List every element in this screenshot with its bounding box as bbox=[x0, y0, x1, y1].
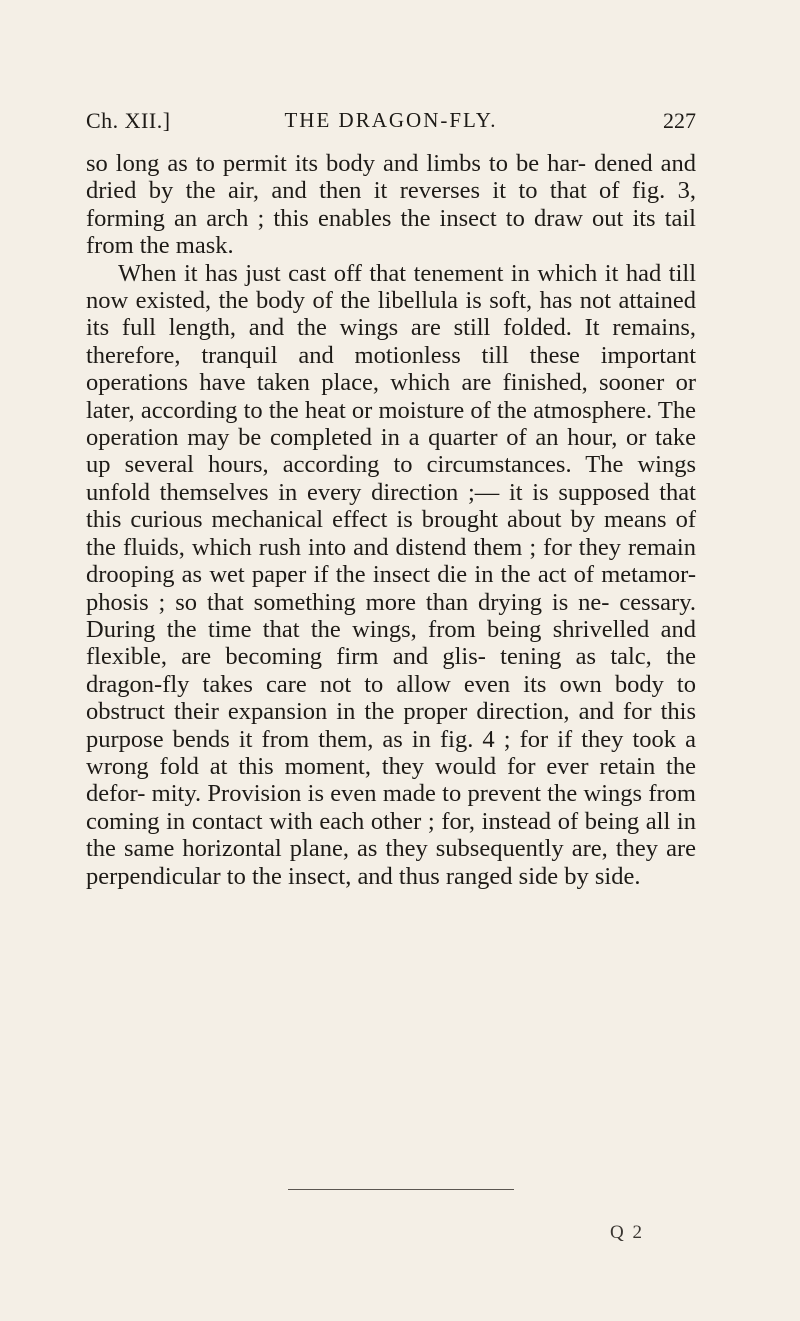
signature-mark: Q 2 bbox=[610, 1222, 644, 1243]
paragraph: so long as to permit its body and limbs to be har- dened and dried by the air, and then it reverses it to that of fig. 3, forming an arch ; this enables the insect to draw out its tail from the mask. bbox=[86, 150, 696, 260]
running-head bbox=[86, 108, 696, 142]
footnote-rule bbox=[288, 1189, 514, 1190]
running-title: THE DRAGON-FLY. bbox=[284, 108, 498, 132]
body-text bbox=[86, 150, 696, 890]
page-number: 227 bbox=[663, 108, 696, 133]
chapter-reference: Ch. XII.] bbox=[86, 108, 171, 133]
paragraph: When it has just cast off that tenement in which it had till now existed, the body of the libellula is soft, has not attained its full length, and the wings are still folded. It remains, therefore, tranquil and motionless till these important operations have taken place, which are finished, sooner or later, according to the heat or moisture of the atmosphere. The operation may be completed in a quarter of an hour, or take up several hours, according to circumstances. The wings unfold themselves in every direction ;— it is supposed that this curious mechanical effect is brought about by means of the fluids, which rush into and distend them ; for they remain drooping as wet paper if the insect die in the act of metamor- phosis ; so that something more than drying is ne- cessary. During the time that the wings, from being shrivelled and flexible, are becoming firm and glis- tening as talc, the dragon-fly takes care not to allow even its own body to obstruct their expansion in the proper direction, and for this purpose bends it from them, as in fig. 4 ; for if they took a wrong fold at this moment, they would for ever retain the defor- mity. Provision is even made to prevent the wings from coming in contact with each other ; for, instead of being all in the same horizontal plane, as they subsequently are, they are perpendicular to the insect, and thus ranged side by side. bbox=[86, 259, 696, 890]
